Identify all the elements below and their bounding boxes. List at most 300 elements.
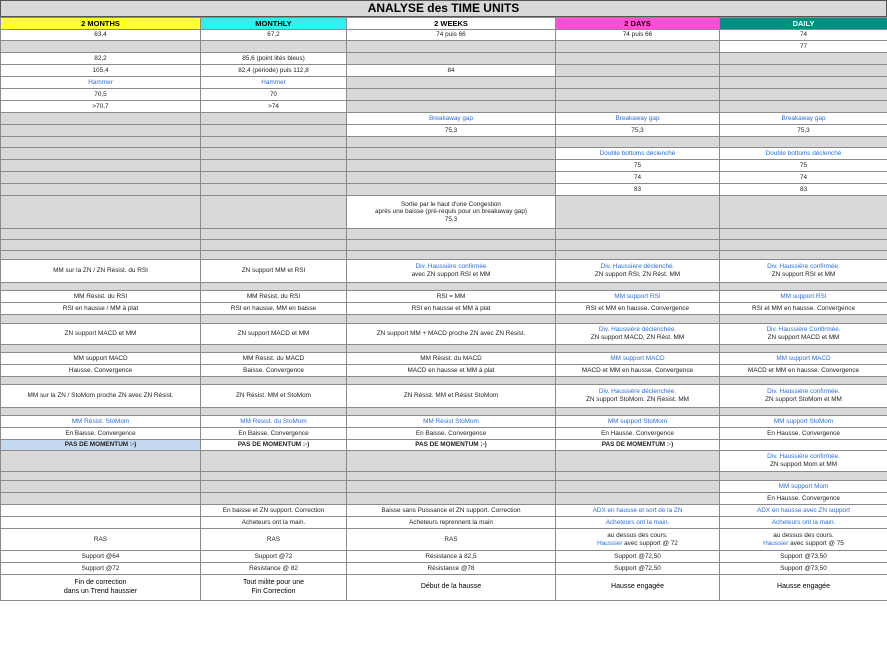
table-cell[interactable] [1,385,201,408]
table-cell[interactable] [201,229,347,240]
cell-text: 70,5 [94,90,107,98]
table-cell[interactable] [347,315,556,324]
table-cell[interactable] [1,324,201,345]
table-cell[interactable] [347,160,556,172]
table-cell[interactable] [347,65,556,77]
table-cell[interactable] [1,89,201,101]
table-cell[interactable] [1,408,201,416]
table-cell[interactable] [201,315,347,324]
table-cell[interactable] [347,324,556,345]
table-cell[interactable] [556,408,720,416]
table-cell[interactable] [1,377,201,385]
table-cell[interactable] [1,472,201,481]
cell-text: Acheteurs ont la main. [605,518,670,526]
table-cell[interactable] [720,416,887,428]
table-cell[interactable] [201,365,347,377]
cell-text: En Hausse. Convergence [601,429,674,437]
table-row [1,184,887,196]
table-row [1,377,887,385]
cell-text: MM support MACD [73,354,128,362]
table-cell[interactable] [720,101,887,113]
table-cell[interactable] [347,41,556,53]
cell-text: Tout milite pour une [242,579,305,587]
column-header-2-weeks[interactable]: 2 WEEKS [347,18,556,30]
table-cell[interactable] [720,229,887,240]
table-cell[interactable] [720,89,887,101]
table-cell[interactable] [347,416,556,428]
table-cell[interactable] [720,365,887,377]
cell-text: Support @72 [81,564,120,572]
table-cell[interactable] [556,345,720,353]
table-cell[interactable] [201,385,347,408]
table-cell[interactable] [1,172,201,184]
table-cell[interactable] [1,148,201,160]
cell-text: Div. Haussière confirmée. [767,453,840,461]
table-cell[interactable] [556,101,720,113]
table-cell[interactable] [201,283,347,291]
table-cell[interactable] [347,493,556,505]
table-cell[interactable] [201,260,347,283]
table-row [1,30,887,41]
table-row [1,291,887,303]
table-cell[interactable] [556,563,720,575]
table-cell[interactable] [556,493,720,505]
table-cell[interactable] [556,260,720,283]
table-cell[interactable] [201,517,347,529]
cell-text: Support @73,50 [780,552,827,560]
table-row [1,481,887,493]
table-cell[interactable] [201,563,347,575]
table-cell[interactable] [556,517,720,529]
cell-text: 67,2 [267,31,280,39]
cell-text: 75 [633,161,642,169]
table-cell[interactable] [347,505,556,517]
table-cell[interactable] [556,365,720,377]
table-row [1,101,887,113]
table-row [1,160,887,172]
table-row [1,65,887,77]
table-cell[interactable] [1,505,201,517]
table-cell[interactable] [201,575,347,601]
table-cell[interactable] [347,529,556,551]
table-cell[interactable] [201,251,347,260]
table-cell[interactable] [1,428,201,440]
table-cell[interactable] [556,283,720,291]
table-cell[interactable] [1,575,201,601]
table-cell[interactable] [201,324,347,345]
column-header-daily[interactable]: DAILY [720,18,887,30]
cell-text: après une baisse (pré-requis pour un breakaway gap) [374,208,528,216]
table-cell[interactable] [720,315,887,324]
cell-text: 105,4 [92,66,109,74]
table-cell[interactable] [720,283,887,291]
table-cell[interactable] [201,53,347,65]
cell-text: RSI et MM en hausse. Convergence [585,304,689,312]
cell-text: Div. Haussière confirmée [415,263,487,271]
table-cell[interactable] [556,291,720,303]
table-cell[interactable] [1,517,201,529]
table-cell[interactable] [347,229,556,240]
table-cell[interactable] [201,529,347,551]
cell-text: MM sur la ZN / ZN Résist. du RSI [53,267,148,275]
table-cell[interactable] [347,408,556,416]
table-cell[interactable] [201,160,347,172]
cell-text: ZN support Mom et MM [769,461,838,468]
table-cell[interactable] [1,260,201,283]
table-cell[interactable] [720,30,887,41]
table-cell[interactable] [720,563,887,575]
table-row [1,451,887,472]
cell-text: MM Résist. du MACD [420,354,482,362]
table-cell[interactable] [1,77,201,89]
table-row [1,113,887,125]
table-cell[interactable] [201,493,347,505]
table-cell[interactable] [347,291,556,303]
table-cell[interactable] [1,440,201,451]
table-cell[interactable] [556,172,720,184]
table-cell[interactable] [201,291,347,303]
table-cell[interactable] [1,283,201,291]
table-cell[interactable] [720,291,887,303]
table-row [1,575,887,601]
table-cell[interactable] [556,240,720,251]
table-cell[interactable] [720,440,887,451]
table-cell[interactable] [347,184,556,196]
table-cell[interactable] [347,385,556,408]
cell-text: En Baisse. Convergence [415,429,487,437]
table-cell[interactable] [201,551,347,563]
table-row [1,53,887,65]
cell-text: 63,4 [94,31,107,39]
table-cell[interactable] [201,30,347,41]
table-cell[interactable] [720,113,887,125]
table-cell[interactable] [347,365,556,377]
table-cell[interactable] [201,125,347,137]
table-cell[interactable] [201,416,347,428]
table-cell[interactable] [347,345,556,353]
cell-text: RSI en hausse, MM en baisse [230,304,317,312]
table-cell[interactable] [720,240,887,251]
cell-text: Div. Haussière déclenchée. [598,388,677,396]
table-cell[interactable] [201,65,347,77]
table-row [1,353,887,365]
table-cell[interactable] [347,172,556,184]
table-cell[interactable] [201,472,347,481]
table-row [1,315,887,324]
table-cell[interactable] [1,365,201,377]
table-cell[interactable] [556,575,720,601]
table-cell[interactable] [720,260,887,283]
table-cell[interactable] [1,30,201,41]
table-cell[interactable] [556,428,720,440]
cell-text: ZN support MACD et MM [767,334,840,341]
cell-text: MM support StoMom [607,417,668,425]
table-cell[interactable] [201,377,347,385]
table-cell[interactable] [347,551,556,563]
table-cell[interactable] [1,481,201,493]
table-cell[interactable] [720,160,887,172]
table-cell[interactable] [556,529,720,551]
column-header-2-months[interactable]: 2 MONTHS [1,18,201,30]
table-cell[interactable] [556,160,720,172]
cell-text: Hausse engagée [611,583,664,591]
table-cell[interactable] [720,493,887,505]
table-cell[interactable] [556,440,720,451]
table-cell[interactable] [720,481,887,493]
table-cell[interactable] [201,196,347,229]
table-cell[interactable] [347,148,556,160]
table-cell[interactable] [720,505,887,517]
table-cell[interactable] [347,260,556,283]
table-cell[interactable] [347,53,556,65]
table-cell[interactable] [201,184,347,196]
cell-text: 84 [447,66,455,74]
cell-text: ZN support MACD et MM [237,330,310,338]
cell-text: Hausse engagée [777,583,830,591]
table-cell[interactable] [556,148,720,160]
table-cell[interactable] [201,303,347,315]
table-cell[interactable] [1,160,201,172]
table-cell[interactable] [720,529,887,551]
table-cell[interactable] [1,240,201,251]
table-cell[interactable] [556,184,720,196]
table-row [1,125,887,137]
table-cell[interactable] [1,416,201,428]
column-header-monthly[interactable]: MONTHLY [201,18,347,30]
table-cell[interactable] [556,89,720,101]
table-row [1,505,887,517]
cell-text: Haussier avec support @ 72 [597,539,678,547]
table-cell[interactable] [347,563,556,575]
table-cell[interactable] [556,353,720,365]
table-cell[interactable] [1,101,201,113]
table-cell[interactable] [720,324,887,345]
table-cell[interactable] [556,30,720,41]
table-cell[interactable] [1,137,201,148]
cell-text: MM Résist StoMom [423,417,479,425]
table-cell[interactable] [556,196,720,229]
table-cell[interactable] [556,41,720,53]
table-cell[interactable] [556,303,720,315]
table-cell[interactable] [720,148,887,160]
table-cell[interactable] [347,125,556,137]
table-cell[interactable] [556,385,720,408]
table-cell[interactable] [1,41,201,53]
table-cell[interactable] [347,303,556,315]
table-cell[interactable] [347,137,556,148]
cell-text: Résistance @ 82 [249,564,298,572]
table-cell[interactable] [347,113,556,125]
cell-text: En Baisse. Convergence [65,429,136,437]
table-cell[interactable] [201,101,347,113]
cell-text: MM support MACD [610,354,665,362]
table-cell[interactable] [201,440,347,451]
table-cell[interactable] [1,125,201,137]
cell-text: RSI en hausse / MM à plat [62,304,139,312]
table-cell[interactable] [720,41,887,53]
table-cell[interactable] [201,408,347,416]
table-cell[interactable] [720,517,887,529]
table-cell[interactable] [201,481,347,493]
cell-text: 83 [799,185,808,193]
table-cell[interactable] [720,251,887,260]
table-row [1,324,887,345]
table-cell[interactable] [347,77,556,89]
table-cell[interactable] [556,113,720,125]
table-cell[interactable] [556,481,720,493]
table-cell[interactable] [347,196,556,229]
table-cell[interactable] [347,472,556,481]
table-row [1,517,887,529]
table-cell[interactable] [1,65,201,77]
table-cell[interactable] [556,505,720,517]
table-cell[interactable] [720,53,887,65]
cell-text: 74 puis 66 [622,31,653,39]
table-cell[interactable] [1,113,201,125]
table-cell[interactable] [347,353,556,365]
table-cell[interactable] [1,353,201,365]
table-cell[interactable] [556,551,720,563]
table-cell[interactable] [201,41,347,53]
column-header-2-days[interactable]: 2 DAYS [556,18,720,30]
table-cell[interactable] [1,493,201,505]
table-cell[interactable] [1,529,201,551]
table-cell[interactable] [556,377,720,385]
table-cell[interactable] [1,315,201,324]
table-cell[interactable] [556,251,720,260]
table-cell[interactable] [720,196,887,229]
cell-text: Acheteurs reprennent la main [409,518,493,526]
table-cell[interactable] [556,77,720,89]
table-cell[interactable] [720,472,887,481]
table-cell[interactable] [347,451,556,472]
cell-text: Div. Haussière déclenchée. [598,326,677,334]
cell-text: MM Résist. du RSI [246,292,301,300]
table-cell[interactable] [1,291,201,303]
table-cell[interactable] [556,125,720,137]
table-cell[interactable] [347,517,556,529]
cell-text: MACD en hausse et MM à plat [407,366,495,374]
table-cell[interactable] [201,89,347,101]
table-cell[interactable] [556,315,720,324]
table-cell[interactable] [347,240,556,251]
cell-text: 75,3 [797,126,810,134]
table-cell[interactable] [347,283,556,291]
table-cell[interactable] [556,65,720,77]
table-cell[interactable] [201,77,347,89]
cell-text: En Hausse. Convergence [767,494,840,502]
table-cell[interactable] [347,101,556,113]
table-cell[interactable] [720,172,887,184]
table-cell[interactable] [1,184,201,196]
table-cell[interactable] [720,65,887,77]
table-cell[interactable] [347,575,556,601]
table-cell[interactable] [347,30,556,41]
cell-text: 74 [799,31,808,39]
table-cell[interactable] [201,345,347,353]
table-cell[interactable] [1,196,201,229]
table-cell[interactable] [556,324,720,345]
table-cell[interactable] [720,303,887,315]
cell-text: Résistance à 82,5 [425,552,477,560]
table-cell[interactable] [720,385,887,408]
table-cell[interactable] [556,229,720,240]
cell-text: Sortie par le haut d'une Congestion [401,200,501,208]
table-cell[interactable] [720,345,887,353]
table-cell[interactable] [1,345,201,353]
table-cell[interactable] [347,89,556,101]
cell-text: 82,4 (période) puis 112,8 [238,66,309,74]
cell-text: ZN support RSI et MM [771,271,836,278]
table-cell[interactable] [201,451,347,472]
table-row [1,529,887,551]
table-cell[interactable] [1,53,201,65]
table-cell[interactable] [201,240,347,251]
table-cell[interactable] [1,251,201,260]
cell-text: PAS DE MOMENTUM :-) [237,441,310,449]
table-cell[interactable] [556,416,720,428]
table-cell[interactable] [201,137,347,148]
table-cell[interactable] [720,428,887,440]
table-cell[interactable] [1,563,201,575]
analysis-table [0,17,887,601]
table-cell[interactable] [720,377,887,385]
table-row [1,240,887,251]
table-cell[interactable] [201,505,347,517]
table-cell[interactable] [347,251,556,260]
table-cell[interactable] [1,451,201,472]
cell-text: 85,6 (point lités bleus) [242,54,305,62]
table-cell[interactable] [201,353,347,365]
table-cell[interactable] [1,551,201,563]
table-cell[interactable] [347,440,556,451]
table-cell[interactable] [201,172,347,184]
cell-text: Double bottoms déclenché [765,149,842,157]
cell-text: 75,3 [631,126,644,134]
table-cell[interactable] [720,184,887,196]
table-cell[interactable] [720,575,887,601]
table-cell[interactable] [347,481,556,493]
table-cell[interactable] [1,229,201,240]
cell-text: Div. Haussière Confirmée. [766,326,841,334]
table-cell[interactable] [201,148,347,160]
table-cell[interactable] [201,113,347,125]
table-cell[interactable] [720,77,887,89]
table-cell[interactable] [720,125,887,137]
table-cell[interactable] [556,472,720,481]
table-cell[interactable] [201,428,347,440]
table-cell[interactable] [556,451,720,472]
cell-text: Breakaway gap [428,114,474,122]
table-cell[interactable] [347,377,556,385]
cell-text: Support @73,50 [780,564,827,572]
table-cell[interactable] [720,137,887,148]
table-cell[interactable] [347,428,556,440]
table-cell[interactable] [720,551,887,563]
cell-text: MM Résist. StoMom [71,417,130,425]
table-cell[interactable] [556,137,720,148]
cell-text: >70,7 [92,102,109,110]
table-cell[interactable] [720,408,887,416]
table-cell[interactable] [556,53,720,65]
cell-text: dans un Trend haussier [63,587,138,595]
cell-text: 77 [799,42,808,50]
table-cell[interactable] [720,353,887,365]
cell-text: MM support StoMom [773,417,834,425]
table-cell[interactable] [1,303,201,315]
cell-text: Breakaway gap [615,114,660,122]
table-cell[interactable] [720,451,887,472]
